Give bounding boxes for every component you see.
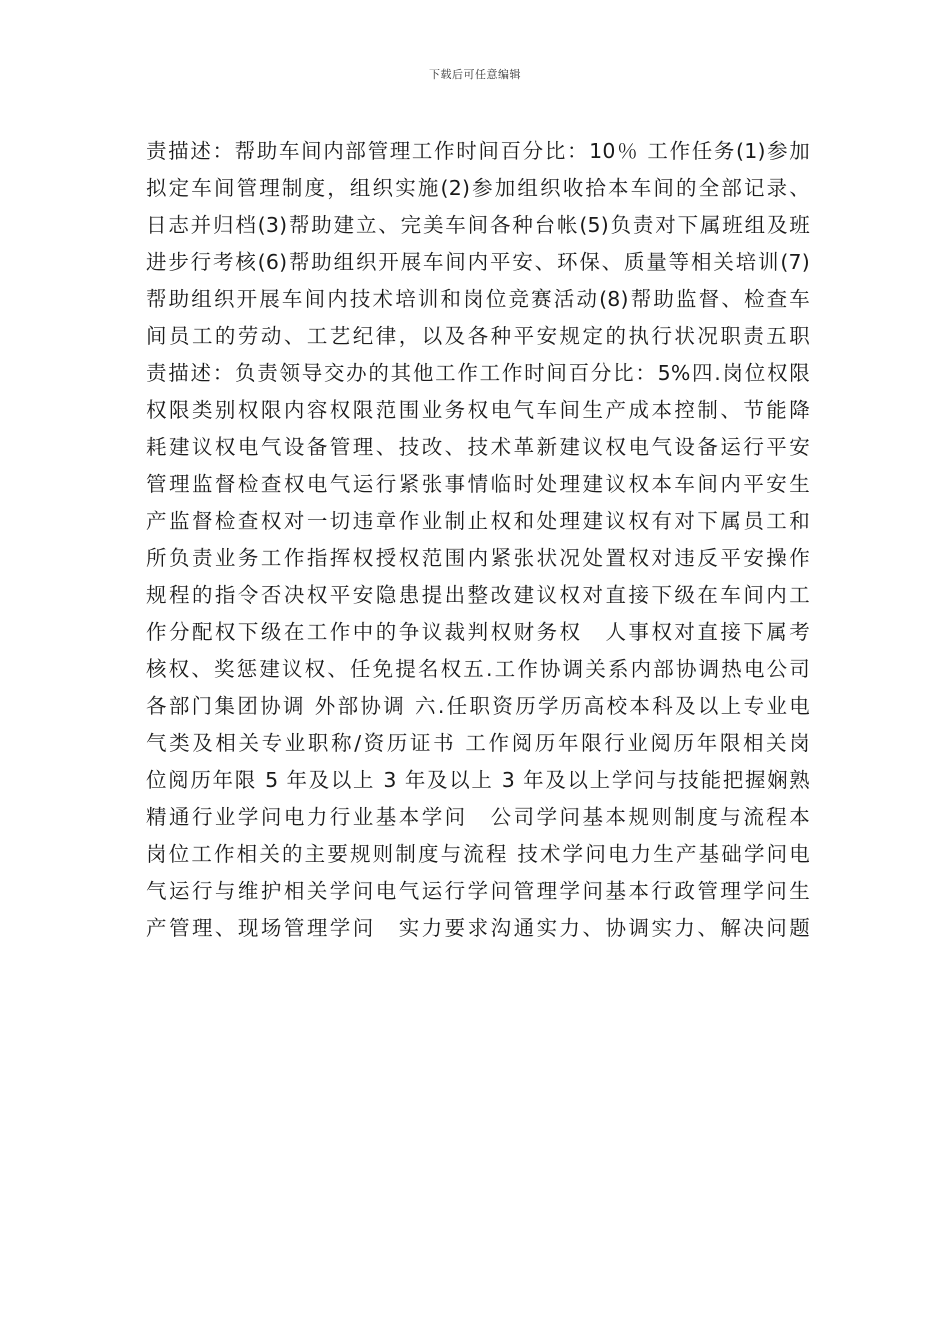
- body-line: 拟定车间管理制度，组织实施(2)参加组织收拾本车间的全部记录、: [146, 176, 810, 200]
- body-line: 各部门集团协调 外部协调 六.任职资历学历高校本科及以上专业电: [146, 694, 810, 718]
- body-line: 精通行业学问电力行业基本学问 公司学问基本规则制度与流程本: [146, 805, 810, 829]
- body-line: 核权、奖惩建议权、任免提名权五.工作协调关系内部协调热电公司: [146, 657, 810, 681]
- body-line: 规程的指令否决权平安隐患提出整改建议权对直接下级在车间内工: [146, 583, 810, 607]
- body-line: 间员工的劳动、工艺纪律，以及各种平安规定的执行状况职责五职: [146, 324, 810, 348]
- body-line: 所负责业务工作指挥权授权范围内紧张状况处置权对违反平安操作: [146, 546, 810, 570]
- body-line: 管理监督检查权电气运行紧张事情临时处理建议权本车间内平安生: [146, 472, 810, 496]
- document-body: [146, 133, 810, 947]
- body-line: 责描述：负责领导交办的其他工作工作时间百分比：5%四.岗位权限: [146, 361, 810, 385]
- body-line: 进步行考核(6)帮助组织开展车间内平安、环保、质量等相关培训(7): [146, 250, 810, 274]
- body-line: 位阅历年限 5 年及以上 3 年及以上 3 年及以上学问与技能把握娴熟: [146, 768, 810, 792]
- body-line: 权限类别权限内容权限范围业务权电气车间生产成本控制、节能降: [146, 398, 810, 422]
- body-line: 日志并归档(3)帮助建立、完美车间各种台帐(5)负责对下属班组及班: [146, 213, 810, 237]
- body-line: 作分配权下级在工作中的争议裁判权财务权 人事权对直接下属考: [146, 620, 810, 644]
- body-line: 帮助组织开展车间内技术培训和岗位竞赛活动(8)帮助监督、检查车: [146, 287, 810, 311]
- body-line: 责描述：帮助车间内部管理工作时间百分比：10％ 工作任务(1)参加: [146, 139, 810, 163]
- body-line: 岗位工作相关的主要规则制度与流程 技术学问电力生产基础学问电: [146, 842, 810, 866]
- body-line: 气类及相关专业职称/资历证书 工作阅历年限行业阅历年限相关岗: [146, 731, 810, 755]
- page-header: 下载后可任意编辑: [429, 68, 521, 81]
- body-line: 耗建议权电气设备管理、技改、技术革新建议权电气设备运行平安: [146, 435, 810, 459]
- body-line: 气运行与维护相关学问电气运行学问管理学问基本行政管理学问生: [146, 879, 810, 903]
- body-line: 产监督检查权对一切违章作业制止权和处理建议权有对下属员工和: [146, 509, 810, 533]
- body-line: 产管理、现场管理学问 实力要求沟通实力、协调实力、解决问题: [146, 916, 810, 940]
